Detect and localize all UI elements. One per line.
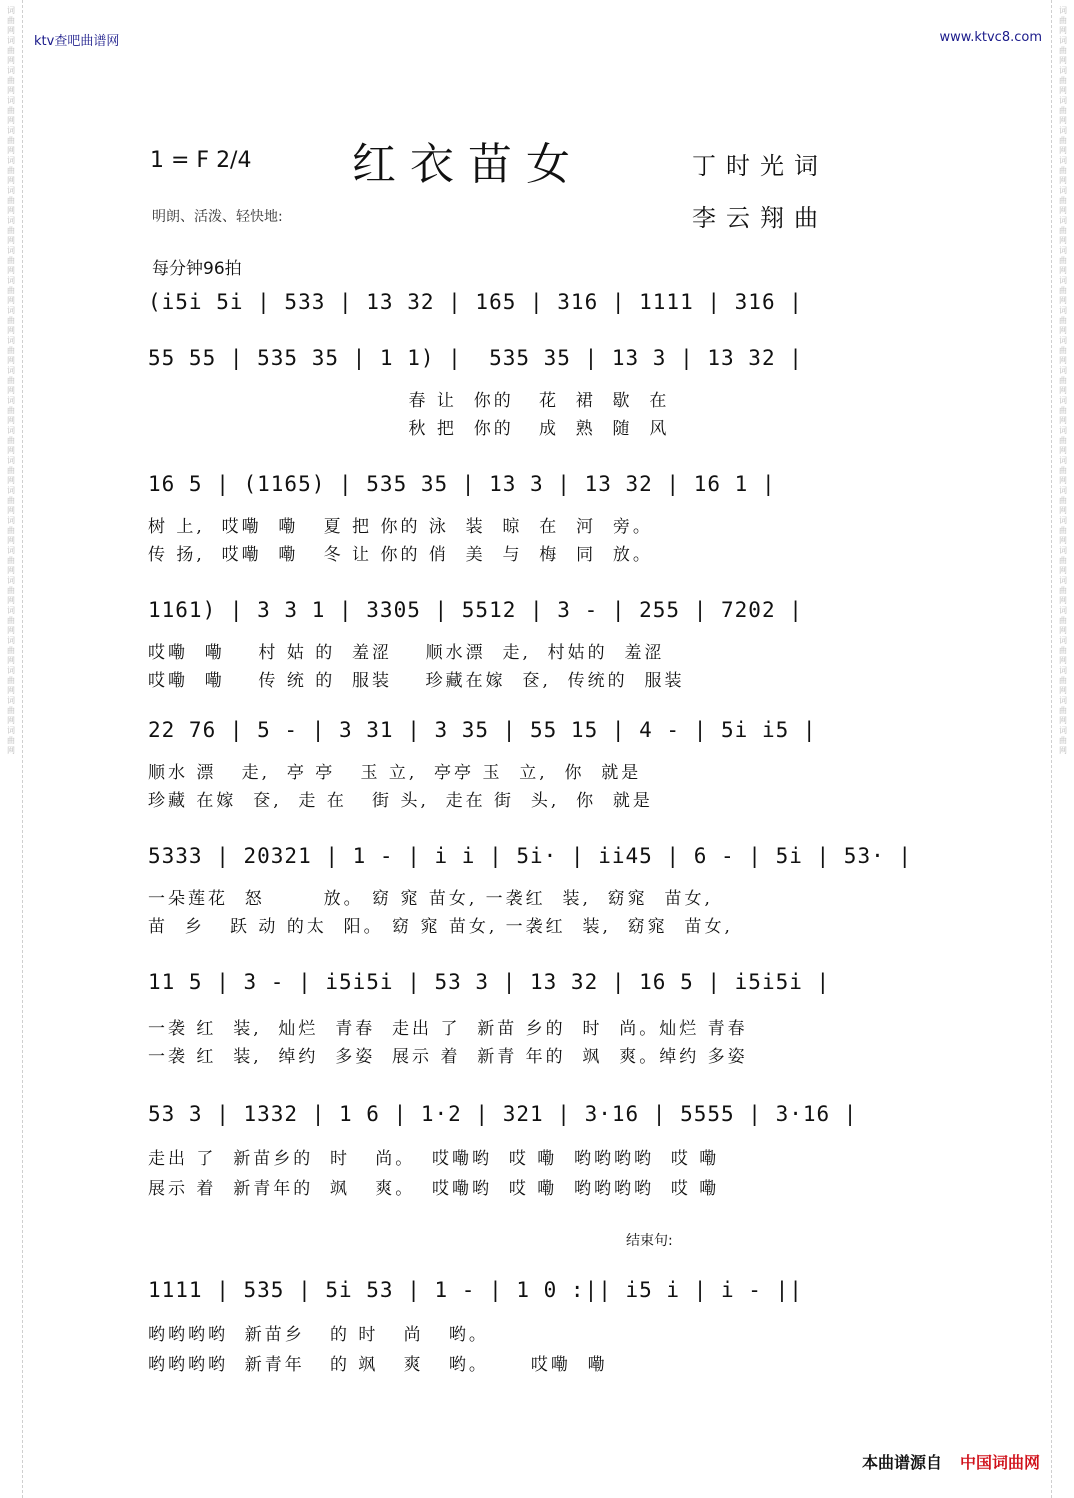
lyric-verse-2: 哟哟哟哟 新青年 的 飒 爽 哟。 哎嘞 嘞 [148, 1355, 608, 1375]
lyric-verse-1: 顺水 漂 走, 亭 亭 玉 立, 亭亭 玉 立, 你 就是 [148, 763, 642, 783]
tempo-marking: 每分钟96拍 [152, 259, 242, 279]
header-watermark-right: www.ktvc8.com [939, 30, 1042, 45]
lyric-verse-1: 走出 了 新苗乡的 时 尚。 哎嘞哟 哎 嘞 哟哟哟哟 哎 嘞 [148, 1149, 720, 1169]
source-footer [862, 1450, 1040, 1473]
lyric-verse-2: 展示 着 新青年的 飒 爽。 哎嘞哟 哎 嘞 哟哟哟哟 哎 嘞 [148, 1179, 720, 1199]
song-title: 红衣苗女 [352, 139, 584, 190]
notation-line: 53 3 | 1332 | 1 6 | 1·2 | 321 | 3·16 | 5555 | 3·16 | [148, 1102, 858, 1126]
lyric-verse-2: 苗 乡 跃 动 的太 阳。 窈 窕 苗女, 一袭红 装, 窈窕 苗女, [148, 917, 733, 937]
mood-marking: 明朗、活泼、轻快地: [152, 209, 283, 225]
notation-line: 55 55 | 535 35 | 1 1) | 535 35 | 13 3 | 13 32 | [148, 346, 803, 370]
lyric-verse-1: 树 上, 哎嘞 嘞 夏 把 你的 泳 装 晾 在 河 旁。 [148, 517, 653, 537]
lyric-verse-2: 珍藏 在嫁 奁, 走 在 街 头, 走在 街 头, 你 就是 [148, 791, 653, 811]
right-watermark-strip: 词曲网词曲网词曲网词曲网词曲网词曲网词曲网词曲网词曲网词曲网词曲网词曲网词曲网词曲网词曲网词曲网词曲网词曲网词曲网词曲网词曲网词曲网词曲网词曲网词曲网 [1051, 0, 1074, 1498]
notation-line: 16 5 | (1165) | 535 35 | 13 3 | 13 32 | 16 1 | [148, 472, 776, 496]
notation-line: 5333 | 20321 | 1 - | i i | 5i· | ii45 | 6 - | 5i | 53· | [148, 844, 913, 868]
lyric-verse-2: 传 扬, 哎嘞 嘞 冬 让 你的 俏 美 与 梅 同 放。 [148, 545, 653, 565]
lyric-verse-2: 哎嘞 嘞 传 统 的 服装 珍藏在嫁 奁, 传统的 服装 [148, 671, 685, 691]
notation-line: 1111 | 535 | 5i 53 | 1 - | 1 0 :|| i5 i | i - || [148, 1278, 803, 1302]
lyric-verse-2: 秋 把 你的 成 熟 随 风 [148, 419, 670, 439]
key-signature: 1 = F 2/4 [150, 148, 252, 173]
footer-brand-link[interactable]: 中国词曲网 [959, 1453, 1040, 1472]
footer-prefix: 本曲谱源自 [861, 1453, 942, 1472]
lyricist-credit: 丁时光词 [692, 152, 828, 180]
notation-line: (i5i 5i | 533 | 13 32 | 165 | 316 | 1111 | 316 | [148, 290, 803, 314]
lyric-verse-1: 春 让 你的 花 裙 歇 在 [148, 391, 670, 411]
notation-line: 1161) | 3 3 1 | 3305 | 5512 | 3 - | 255 | 7202 | [148, 598, 803, 622]
lyric-verse-2: 一袭 红 装, 绰约 多姿 展示 着 新青 年的 飒 爽。绰约 多姿 [148, 1047, 748, 1067]
header-watermark-left: ktv查吧曲谱网 [34, 34, 120, 49]
lyric-verse-1: 哎嘞 嘞 村 姑 的 羞涩 顺水漂 走, 村姑的 羞涩 [148, 643, 665, 663]
composer-credit: 李云翔曲 [692, 204, 828, 232]
notation-line: 11 5 | 3 - | i5i5i | 53 3 | 13 32 | 16 5 | i5i5i | [148, 970, 831, 994]
ending-label: 结束句: [626, 1233, 673, 1249]
notation-line: 22 76 | 5 - | 3 31 | 3 35 | 55 15 | 4 - | 5i i5 | [148, 718, 817, 742]
lyric-verse-1: 一朵莲花 怒 放。 窈 窕 苗女, 一袭红 装, 窈窕 苗女, [148, 889, 713, 909]
lyric-verse-1: 哟哟哟哟 新苗乡 的 时 尚 哟。 [148, 1325, 489, 1345]
left-watermark-strip: 词曲网词曲网词曲网词曲网词曲网词曲网词曲网词曲网词曲网词曲网词曲网词曲网词曲网词曲网词曲网词曲网词曲网词曲网词曲网词曲网词曲网词曲网词曲网词曲网词曲网 [0, 0, 23, 1498]
lyric-verse-1: 一袭 红 装, 灿烂 青春 走出 了 新苗 乡的 时 尚。灿烂 青春 [148, 1019, 748, 1039]
